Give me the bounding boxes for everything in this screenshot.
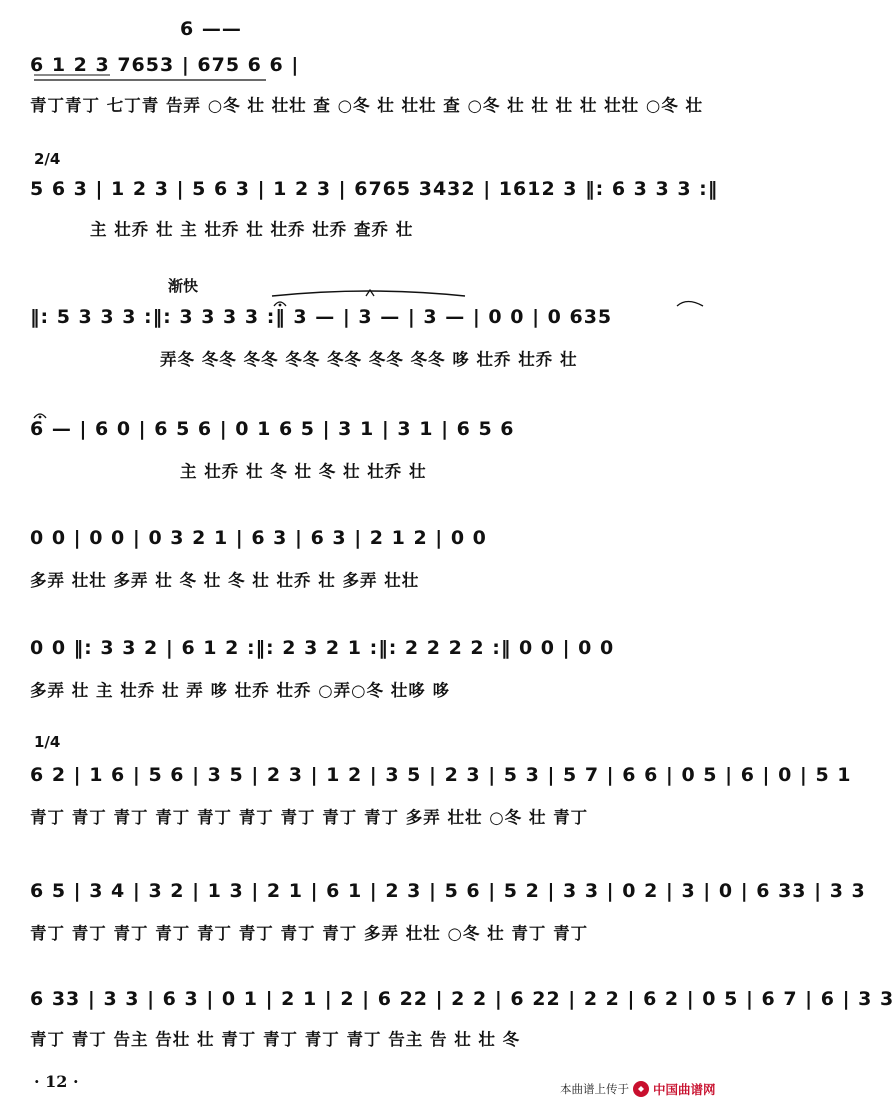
lyric-line: 多弄 壮 主 壮乔 壮 弄 哆 壮乔 壮乔 ○弄○冬 壮哆 哆 — [30, 681, 450, 700]
lyric-line: 青丁 青丁 告主 告壮 壮 青丁 青丁 青丁 青丁 告主 告 壮 壮 冬 — [30, 1030, 521, 1049]
tempo-mark: 渐快 — [168, 277, 199, 295]
time-signature: 2/4 — [34, 150, 61, 168]
watermark — [560, 1080, 716, 1098]
uploader-note: 本曲谱上传于 — [560, 1082, 629, 1096]
lyric-line: 主 壮乔 壮 主 壮乔 壮 壮乔 壮乔 查乔 壮 — [90, 220, 414, 239]
notation-line: 0 0 ‖: 3 3 2 | 6 1 2 :‖: 2 3 2 1 :‖: 2 2 2 2 :‖ 0 0 | 0 0 — [30, 637, 615, 659]
site-name[interactable]: 中国曲谱网 — [653, 1082, 716, 1097]
lyric-line: 多弄 壮壮 多弄 壮 冬 壮 冬 壮 壮乔 壮 多弄 壮壮 — [30, 571, 420, 590]
time-signature: 1/4 — [34, 733, 61, 751]
notation-line: 5 6 3 | 1 2 3 | 5 6 3 | 1 2 3 | 6765 3432 | 1612 3 ‖: 6 3 3 3 :‖ — [30, 178, 719, 200]
page-number: · 12 · — [34, 1072, 79, 1091]
lyric-line: 青丁 青丁 青丁 青丁 青丁 青丁 青丁 青丁 青丁 多弄 壮壮 ○冬 壮 青丁 — [30, 808, 589, 827]
lyric-line: 青丁青丁 七丁青 告弄 ○冬 壮 壮壮 查 ○冬 壮 壮壮 查 ○冬 壮 壮 壮 壮 壮壮 ○冬 壮 — [30, 96, 703, 115]
notation-line: 6 — | 6 0 | 6 5 6 | 0 1 6 5 | 3 1 | 3 1 | 6 5 6 — [30, 418, 515, 440]
notation-line: 6 33 | 3 3 | 6 3 | 0 1 | 2 1 | 2 | 6 22 | 2 2 | 6 22 | 2 2 | 6 2 | 0 5 | 6 7 | 6 | 3 3 — [30, 988, 894, 1010]
lyric-line: 弄冬 冬冬 冬冬 冬冬 冬冬 冬冬 冬冬 哆 壮乔 壮乔 壮 — [160, 350, 578, 369]
site-logo-icon — [633, 1081, 649, 1097]
notation-line: 6 5 | 3 4 | 3 2 | 1 3 | 2 1 | 6 1 | 2 3 | 5 6 | 5 2 | 3 3 | 0 2 | 3 | 0 | 6 33 | 3 3 — [30, 880, 866, 902]
notation-line: ‖: 5 3 3 3 :‖: 3 3 3 3 :‖ 3 — | 3 — | 3 — | 0 0 | 0 635 — [30, 306, 613, 328]
notation-line: 6 1 2 3 7653 | 675 6 6 | — [30, 54, 300, 76]
lyric-line: 主 壮乔 壮 冬 壮 冬 壮 壮乔 壮 — [180, 462, 427, 481]
notation-line: 0 0 | 0 0 | 0 3 2 1 | 6 3 | 6 3 | 2 1 2 | 0 0 — [30, 527, 487, 549]
notation-line: 6 2 | 1 6 | 5 6 | 3 5 | 2 3 | 1 2 | 3 5 | 2 3 | 5 3 | 5 7 | 6 6 | 0 5 | 6 | 0 | 5 1 — [30, 764, 852, 786]
lyric-line: 青丁 青丁 青丁 青丁 青丁 青丁 青丁 青丁 多弄 壮壮 ○冬 壮 青丁 青丁 — [30, 924, 589, 943]
over-note: 6 —— — [180, 18, 242, 40]
